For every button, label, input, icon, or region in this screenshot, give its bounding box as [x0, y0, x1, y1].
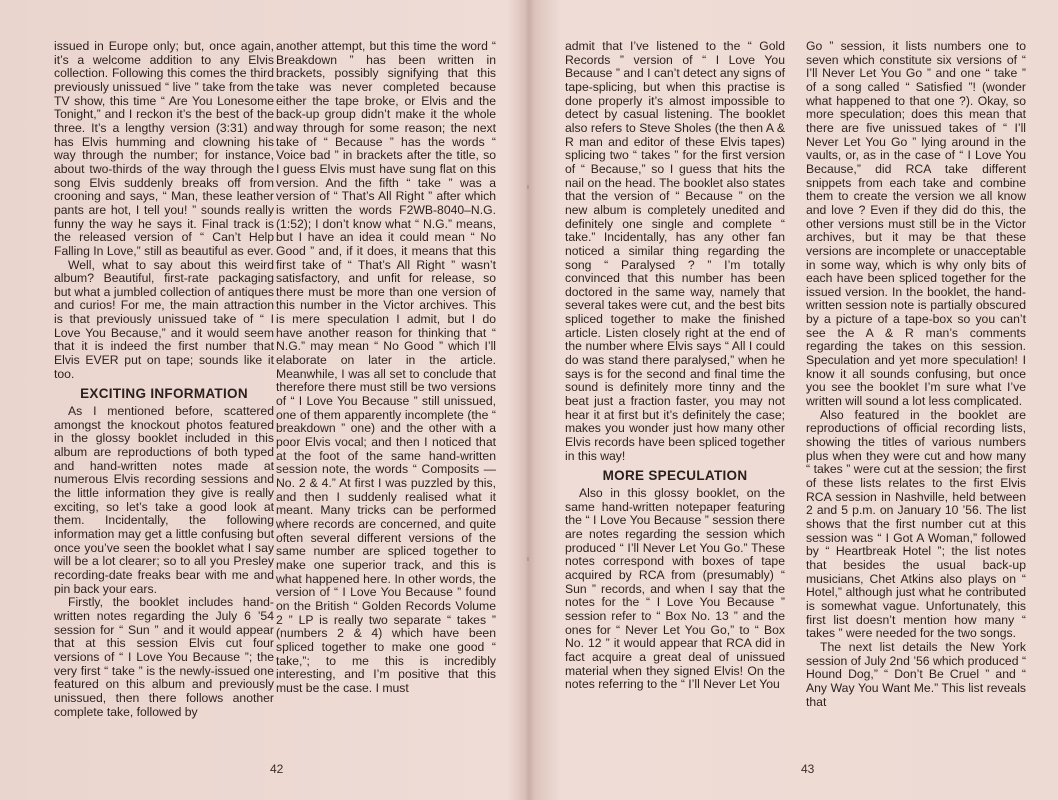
body-paragraph: admit that I’ve listened to the “ Gold Records ” version of “ I Love You Because ” and I can’t detect any signs of tape-splicing, but when this practise is done properly it’s almost impossible to detect by casual listening. The booklet also refers to Steve Sholes (the then A & R man and editor of these Elvis tapes) splicing two “ takes ” for the first version of “ Because,” so I guess that hits the nail on the head. The booklet also states that the version of “ Because ” on the new album is completely unedited and definitely one single and complete “ take.” Incidentally, has any other fan noticed a similar thing regarding the song “ Paralysed ? ” I’m totally convinced that this number has been doctored in the same way, namely that several takes were cut, and the best bits spliced together to make the finished article. Listen closely right at the end of the number where Elvis says “ All I could do was stand there paralysed,” when he says is for the second and final time the sound is definitely more tinny and the beat just a fraction faster, you may not hear it at first but it’s definitely the case; makes you wonder just how many other Elvis records have been spliced together in this way! — [565, 39, 785, 463]
body-paragraph: Also in this glossy booklet, on the same hand-written notepaper featuring the “ I Love You Because ” session there are notes regarding the session which produced “ I’ll Never Let You Go.” These notes correspond with boxes of tape acquired by RCA from (presumably) “ Sun ” records, and when I say that the notes for the “ I Love You Because ” session refer to “ Box No. 13 ” and the ones for “ Never Let You Go,” to “ Box No. 12 ” it would appear that RCA did in fact acquire a great deal of unissued material when they signed Elvis! On the notes referring to the “ I’ll Never Let You — [565, 486, 785, 692]
page-number-right: 43 — [801, 762, 815, 776]
body-paragraph: another attempt, but this time the word “ Breakdown ” has been written in brackets, possibly signifying that this take was never completed because either the tape broke, or Elvis and the back-up group didn’t make it the whole way through for some reason; the next take of “ Because ” has the words “ Voice bad ” in brackets after the title, so I guess Elvis must have sung flat on this version. And the fifth “ take ” was a version of “ That’s All Right ” after which is written the words F2WB-8040–N.G. (1:52); I don’t know what “ N.G.” means, but I have an idea it could mean “ No Good ” and, if it does, it means that this first take of “ That’s All Right ” wasn’t satisfactory, and unfit for release, so there must be more than one version of this number in the Victor archives. This is mere speculation I admit, but I do have another reason for thinking that “ N.G.” may mean “ No Good ” which I’ll elaborate on later in the article. Meanwhile, I was all set to conclude that therefore there must still be two versions of “ I Love You Because ” still unissued, one of them apparently incomplete (the “ breakdown ” one) and the other with a poor Elvis vocal; and then I noticed that at the foot of the same hand-written session note, the words “ Composits — No. 2 & 4.” At first I was puzzled by this, and then I suddenly realised what it meant. Many tricks can be performed where records are concerned, and quite often several different versions of the same number are spliced together to make one superior track, and this is what happened here. In other words, the version of “ I Love You Because ” found on the British “ Golden Records Volume 2 ” LP is really two separate “ takes ” (numbers 2 & 4) which have been spliced together to make one good “ take,”; to me this is incredibly interesting, and I’m positive that this must be the case. I must — [276, 39, 496, 695]
left-page-column-2 — [276, 40, 496, 696]
right-page — [529, 40, 1058, 775]
right-page-column-2 — [806, 40, 1026, 709]
body-paragraph: Go ” session, it lists numbers one to seven which constitute six versions of “ I’ll Never Let You Go ” and one “ take ” of a song called “ Satisfied ”! (wonder what happened to that one ?). Okay, so more speculation; does this mean that there are five unissued takes of “ I’ll Never Let You Go ” lying around in the vaults, or, as in the case of “ I Love You Because,” did RCA take different snippets from each take and combine them to create the version we all know and love ? Even if they did do this, the other versions must still be in the Victor archives, but it may be that these versions are incomplete or unacceptable in some way, which is why only bits of each have been spliced together for the issued version. In the booklet, the hand-written session note is partially obscured by a picture of a tape-box so you can’t see the A & R man’s comments regarding the takes on this session. Speculation and yet more speculation! I know it all sounds confusing, but once you see the booklet I’m sure what I’ve written will sound a lot less complicated. — [806, 39, 1026, 409]
page-number-left: 42 — [270, 762, 284, 776]
section-heading-more-speculation: MORE SPECULATION — [602, 468, 748, 484]
body-paragraph: As I mentioned before, scattered amongst the knockout photos featured in the glossy booklet included in this album are reproductions of both typed and hand-written notes made at numerous Elvis recording sessions and the little information they give is really exciting, so let’s take a good look at them. Incidentally, the following information may get a little confusing but once you’ve seen the booklet what I say will be a lot clearer; so to all you Presley recording-date freaks bear with me and pin back your ears. — [54, 404, 274, 596]
left-page-column-1 — [54, 40, 274, 719]
body-paragraph: Firstly, the booklet includes hand-written notes regarding the July 6 ’54 session for “ Sun ” and it would appear that at this session Elvis cut four versions of “ I Love You Because ”; the very first “ take ” is the newly-issued one featured on this album and previously unissued, then there follows another complete take, followed by — [54, 595, 274, 719]
left-page — [0, 40, 529, 775]
staple-mark — [527, 185, 529, 189]
right-page-column-1 — [565, 40, 785, 692]
section-heading-exciting-information: EXCITING INFORMATION — [80, 386, 248, 402]
body-paragraph: Also featured in the booklet are reproductions of official recording lists, showing the titles of various numbers plus when they were cut and how many “ takes ” were cut at the session; the first of these lists relates to the first Elvis RCA session in Nashville, held between 2 and 5 p.m. on January 10 ’56. The list shows that the first number cut at this session was “ I Got A Woman,” followed by “ Heartbreak Hotel ”; the list notes that besides the usual back-up musicians, Chet Atkins also plays on “ Hotel,” although just what he contributed is somewhat vague. Unfortunately, this first list doesn’t mention how many “ takes ” were needed for the two songs. — [806, 407, 1026, 641]
body-paragraph: issued in Europe only; but, once again, it’s a welcome addition to any Elvis collection. Following this comes the third previously unissued “ live ” take from the TV show, this time “ Are You Lonesome Tonight,” and I reckon it’s the best of the three. It’s a lengthy version (3:31) and has Elvis humming and clowning his way through the number; for instance, about two-thirds of the way through the song Elvis suddenly breaks off from crooning and says, “ Man, these leather pants are hot, I tell you! ” sounds really funny the way he says it. Final track is the released version of “ Can’t Help Falling In Love,” still as beautiful as ever. — [54, 39, 274, 258]
body-paragraph: Well, what to say about this weird album? Beautiful, first-rate packaging but what a jumbled collection of antiques and curios! For me, the main attraction is that previously unissued take of “ I Love You Because,” and it would seem that it is indeed the first number that Elvis EVER put on tape; sounds like it too. — [54, 257, 274, 381]
body-paragraph: The next list details the New York session of July 2nd ’56 which produced “ Hound Dog,” “ Don’t Be Cruel ” and “ Any Way You Want Me.” This list reveals that — [806, 639, 1026, 709]
staple-mark — [527, 557, 529, 561]
